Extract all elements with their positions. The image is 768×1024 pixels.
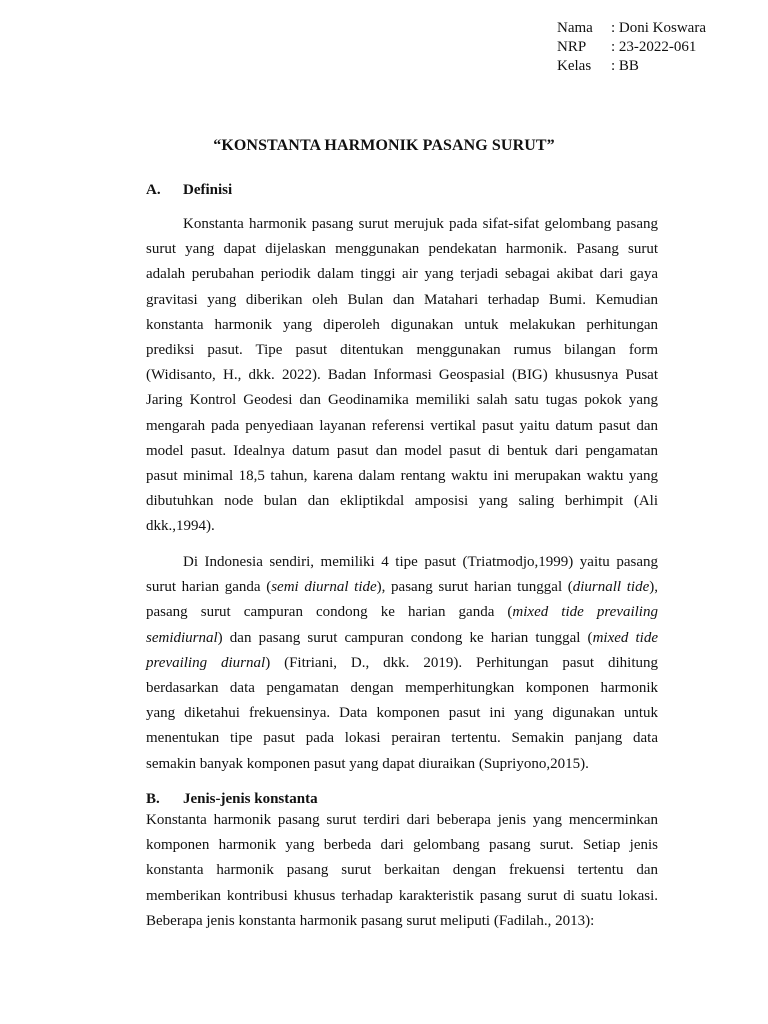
text-line: Jaring Kontrol Geodesi dan Geodinamika memiliki salah satu tugas pokok yang xyxy=(146,392,658,409)
text-line: dibutuhkan node bulan dan ekliptikdal amposisi yang saling berhimpit (Ali xyxy=(146,493,658,510)
italic-term: semidiurnal xyxy=(146,629,218,646)
identity-value: : 23-2022-061 xyxy=(611,39,697,55)
text-line: adalah perubahan periodik dalam tinggi air yang terjadi sebagai akibat dari gaya xyxy=(146,266,658,283)
italic-term: semi diurnal tide xyxy=(271,579,377,596)
text-line: Beberapa jenis konstanta harmonik pasang surut meliputi (Fadilah., 2013): xyxy=(146,912,595,929)
paragraph-definition-2 xyxy=(146,550,658,777)
section-b-heading xyxy=(146,791,318,808)
italic-term: diurnall tide xyxy=(572,579,650,596)
italic-term: prevailing diurnal xyxy=(146,654,266,671)
paragraph-types xyxy=(146,808,658,934)
text-line: gravitasi yang diberikan oleh Bulan dan Matahari terhadap Bumi. Kemudian xyxy=(146,291,658,308)
text-line: memberikan kontribusi khusus terhadap karakteristik pasang surut di suatu lokasi. xyxy=(146,887,658,904)
text-line: dkk.,1994). xyxy=(146,518,215,535)
italic-term: mixed tide xyxy=(592,629,658,646)
section-title: Definisi xyxy=(183,182,233,198)
text-line: Konstanta harmonik pasang surut terdiri dari beberapa jenis yang mencerminkan xyxy=(146,812,658,828)
text-line: surut harian ganda (semi diurnal tide), pasang surut harian tunggal (diurnall tide), xyxy=(146,579,658,596)
text-line: konstanta harmonik yang diperoleh digunakan untuk melakukan perhitungan xyxy=(146,316,658,333)
text-line: berdasarkan data pengamatan dengan memperhitungkan komponen harmonik xyxy=(146,679,658,696)
text-line: pasang surut campuran condong ke harian ganda (mixed tide prevailing xyxy=(146,604,658,621)
identity-row-name xyxy=(557,19,706,38)
text-line: prevailing diurnal) (Fitriani, D., dkk. 2019). Perhitungan pasut dihitung xyxy=(146,654,658,671)
identity-block xyxy=(557,19,706,76)
text-line: surut yang dapat dijelaskan menggunakan pendekatan harmonik. Pasang surut xyxy=(146,241,658,258)
italic-term: mixed tide prevailing xyxy=(512,604,658,621)
identity-row-class xyxy=(557,57,706,76)
text-line: menentukan tipe pasut pada lokasi perairan tertentu. Semakin panjang data xyxy=(146,730,658,747)
section-number: A. xyxy=(146,182,161,198)
document-title: “KONSTANTA HARMONIK PASANG SURUT” xyxy=(213,137,555,154)
identity-value: : BB xyxy=(611,58,639,74)
identity-label: NRP xyxy=(557,39,587,55)
text-line: semakin banyak komponen pasut yang dapat diuraikan (Supriyono,2015). xyxy=(146,755,589,772)
identity-label: Kelas xyxy=(557,58,592,74)
identity-value: : Doni Koswara xyxy=(611,20,706,36)
identity-label: Nama xyxy=(557,20,593,36)
text-line: yang diketahui frekuensinya. Data komponen pasut ini yang digunakan untuk xyxy=(146,705,658,722)
text-line: Konstanta harmonik pasang surut merujuk pada sifat-sifat gelombang pasang xyxy=(183,216,658,232)
section-a-heading xyxy=(146,182,232,199)
text-line: model pasut. Idealnya datum pasut dan model pasut di bentuk dari pengamatan xyxy=(146,442,658,459)
section-number: B. xyxy=(146,791,160,807)
text-line: Di Indonesia sendiri, memiliki 4 tipe pasut (Triatmodjo,1999) yaitu pasang xyxy=(183,554,658,570)
text-line: konstanta harmonik pasang surut berkaitan dengan frekuensi tertentu dan xyxy=(146,862,658,879)
identity-row-nrp xyxy=(557,38,706,57)
text-line: mengarah pada penyediaan layanan referensi vertikal pasut yaitu datum pasut dan xyxy=(146,417,658,434)
paragraph-definition-1 xyxy=(146,212,658,539)
text-line: pasut minimal 18,5 tahun, karena dalam rentang waktu ini merupakan waktu yang xyxy=(146,467,658,484)
text-line: komponen harmonik yang berbeda dari gelombang pasang surut. Setiap jenis xyxy=(146,837,658,854)
section-title: Jenis-jenis konstanta xyxy=(183,791,318,807)
text-line: (Widisanto, H., dkk. 2022). Badan Informasi Geospasial (BIG) khususnya Pusat xyxy=(146,367,658,384)
text-line: semidiurnal) dan pasang surut campuran condong ke harian tunggal (mixed tide xyxy=(146,629,658,646)
text-line: prediksi pasut. Tipe pasut ditentukan menggunakan rumus bilangan form xyxy=(146,341,658,358)
